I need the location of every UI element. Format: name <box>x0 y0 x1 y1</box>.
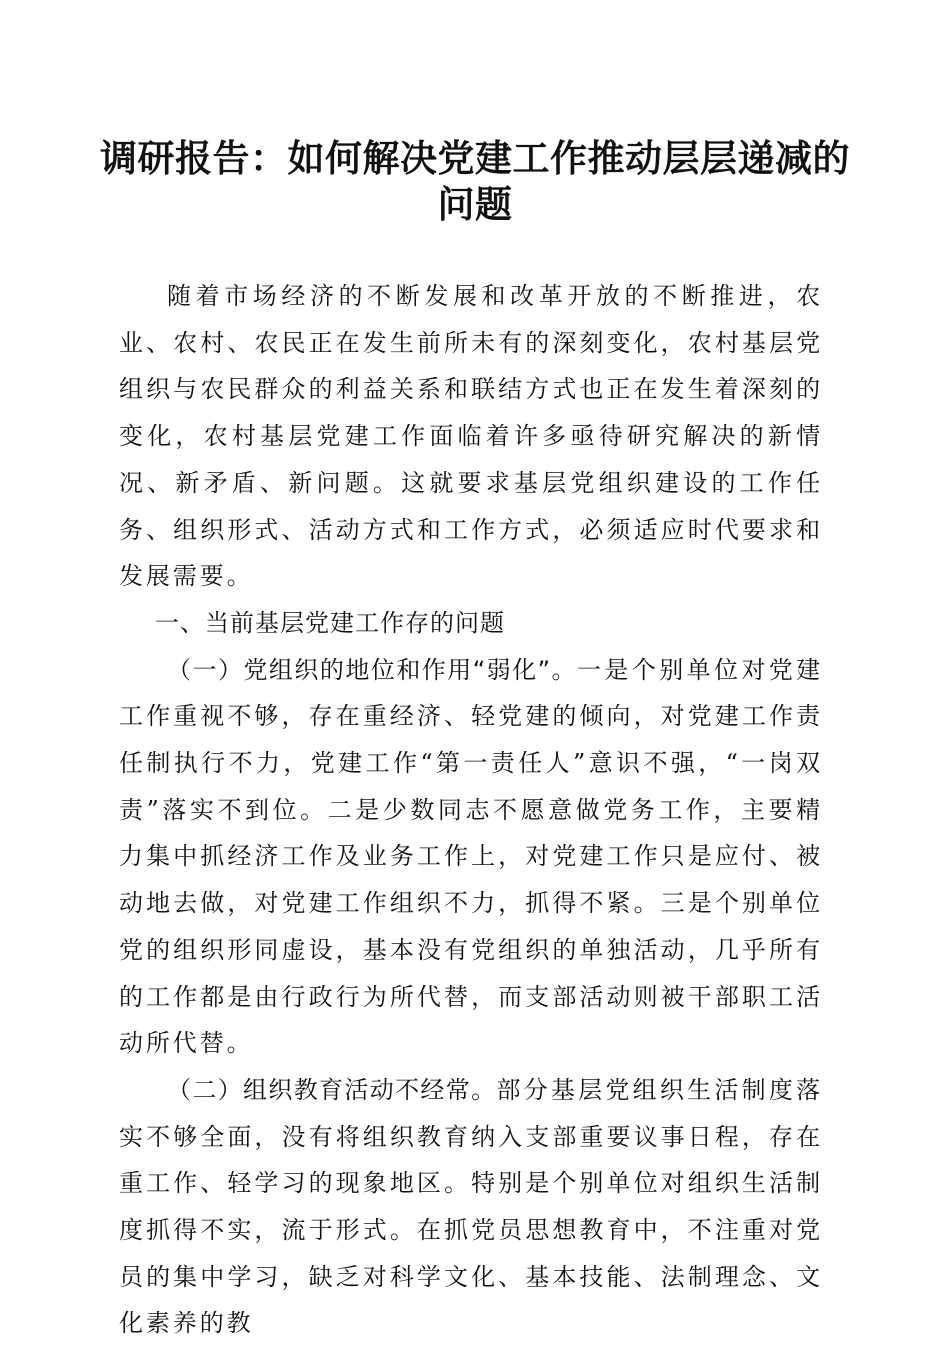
item-1-text: 一是个别单位对党建工作重视不够，存在重经济、轻党建的倾向，对党建工作责任制执行不力，党建工作“第一责任人”意识不强，“一岗双责”落实不到位。二是少数同志不愿意做党务工作，主要精力集中抓经济工作及业务工作上，对党建工作只是应付、被动地去做，对党建工作组织不力，抓得不紧。三是个别单位党的组织形同虚设，基本没有党组织的单独活动，几乎所有的工作都是由行政行为所代替，而支部活动则被干部职工活动所代替。 <box>119 655 823 1058</box>
intro-paragraph: 随着市场经济的不断发展和改革开放的不断推进，农业、农村、农民正在发生前所未有的深刻变化，农村基层党组织与农民群众的利益关系和联结方式也正在发生着深刻的变化，农村基层党建工作面临着许多亟待研究解决的新情况、新矛盾、新问题。这就要求基层党组织建设的工作任务、组织形式、活动方式和工作方式，必须适应时代要求和发展需要。 <box>119 282 823 591</box>
document-body <box>119 273 823 1347</box>
item-2-lead: （二）组织教育活动不经常。 <box>167 1075 497 1104</box>
paragraph-item-1 <box>119 647 823 1067</box>
document-title: 调研报告：如何解决党建工作推动层层递减的问题 <box>100 136 850 226</box>
item-1-lead: （一）党组织的地位和作用“弱化”。 <box>167 655 578 684</box>
paragraph-item-2 <box>119 1067 823 1347</box>
section-heading-1: 一、当前基层党建工作存的问题 <box>155 608 505 637</box>
item-2-text: 部分基层党组织生活制度落实不够全面，没有将组织教育纳入支部重要议事日程，存在重工作、轻学习的现象地区。特别是个别单位对组织生活制度抓得不实，流于形式。在抓党员思想教育中，不注重对党员的集中学习，缺乏对科学文化、基本技能、法制理念、文化素养的教 <box>119 1075 823 1338</box>
